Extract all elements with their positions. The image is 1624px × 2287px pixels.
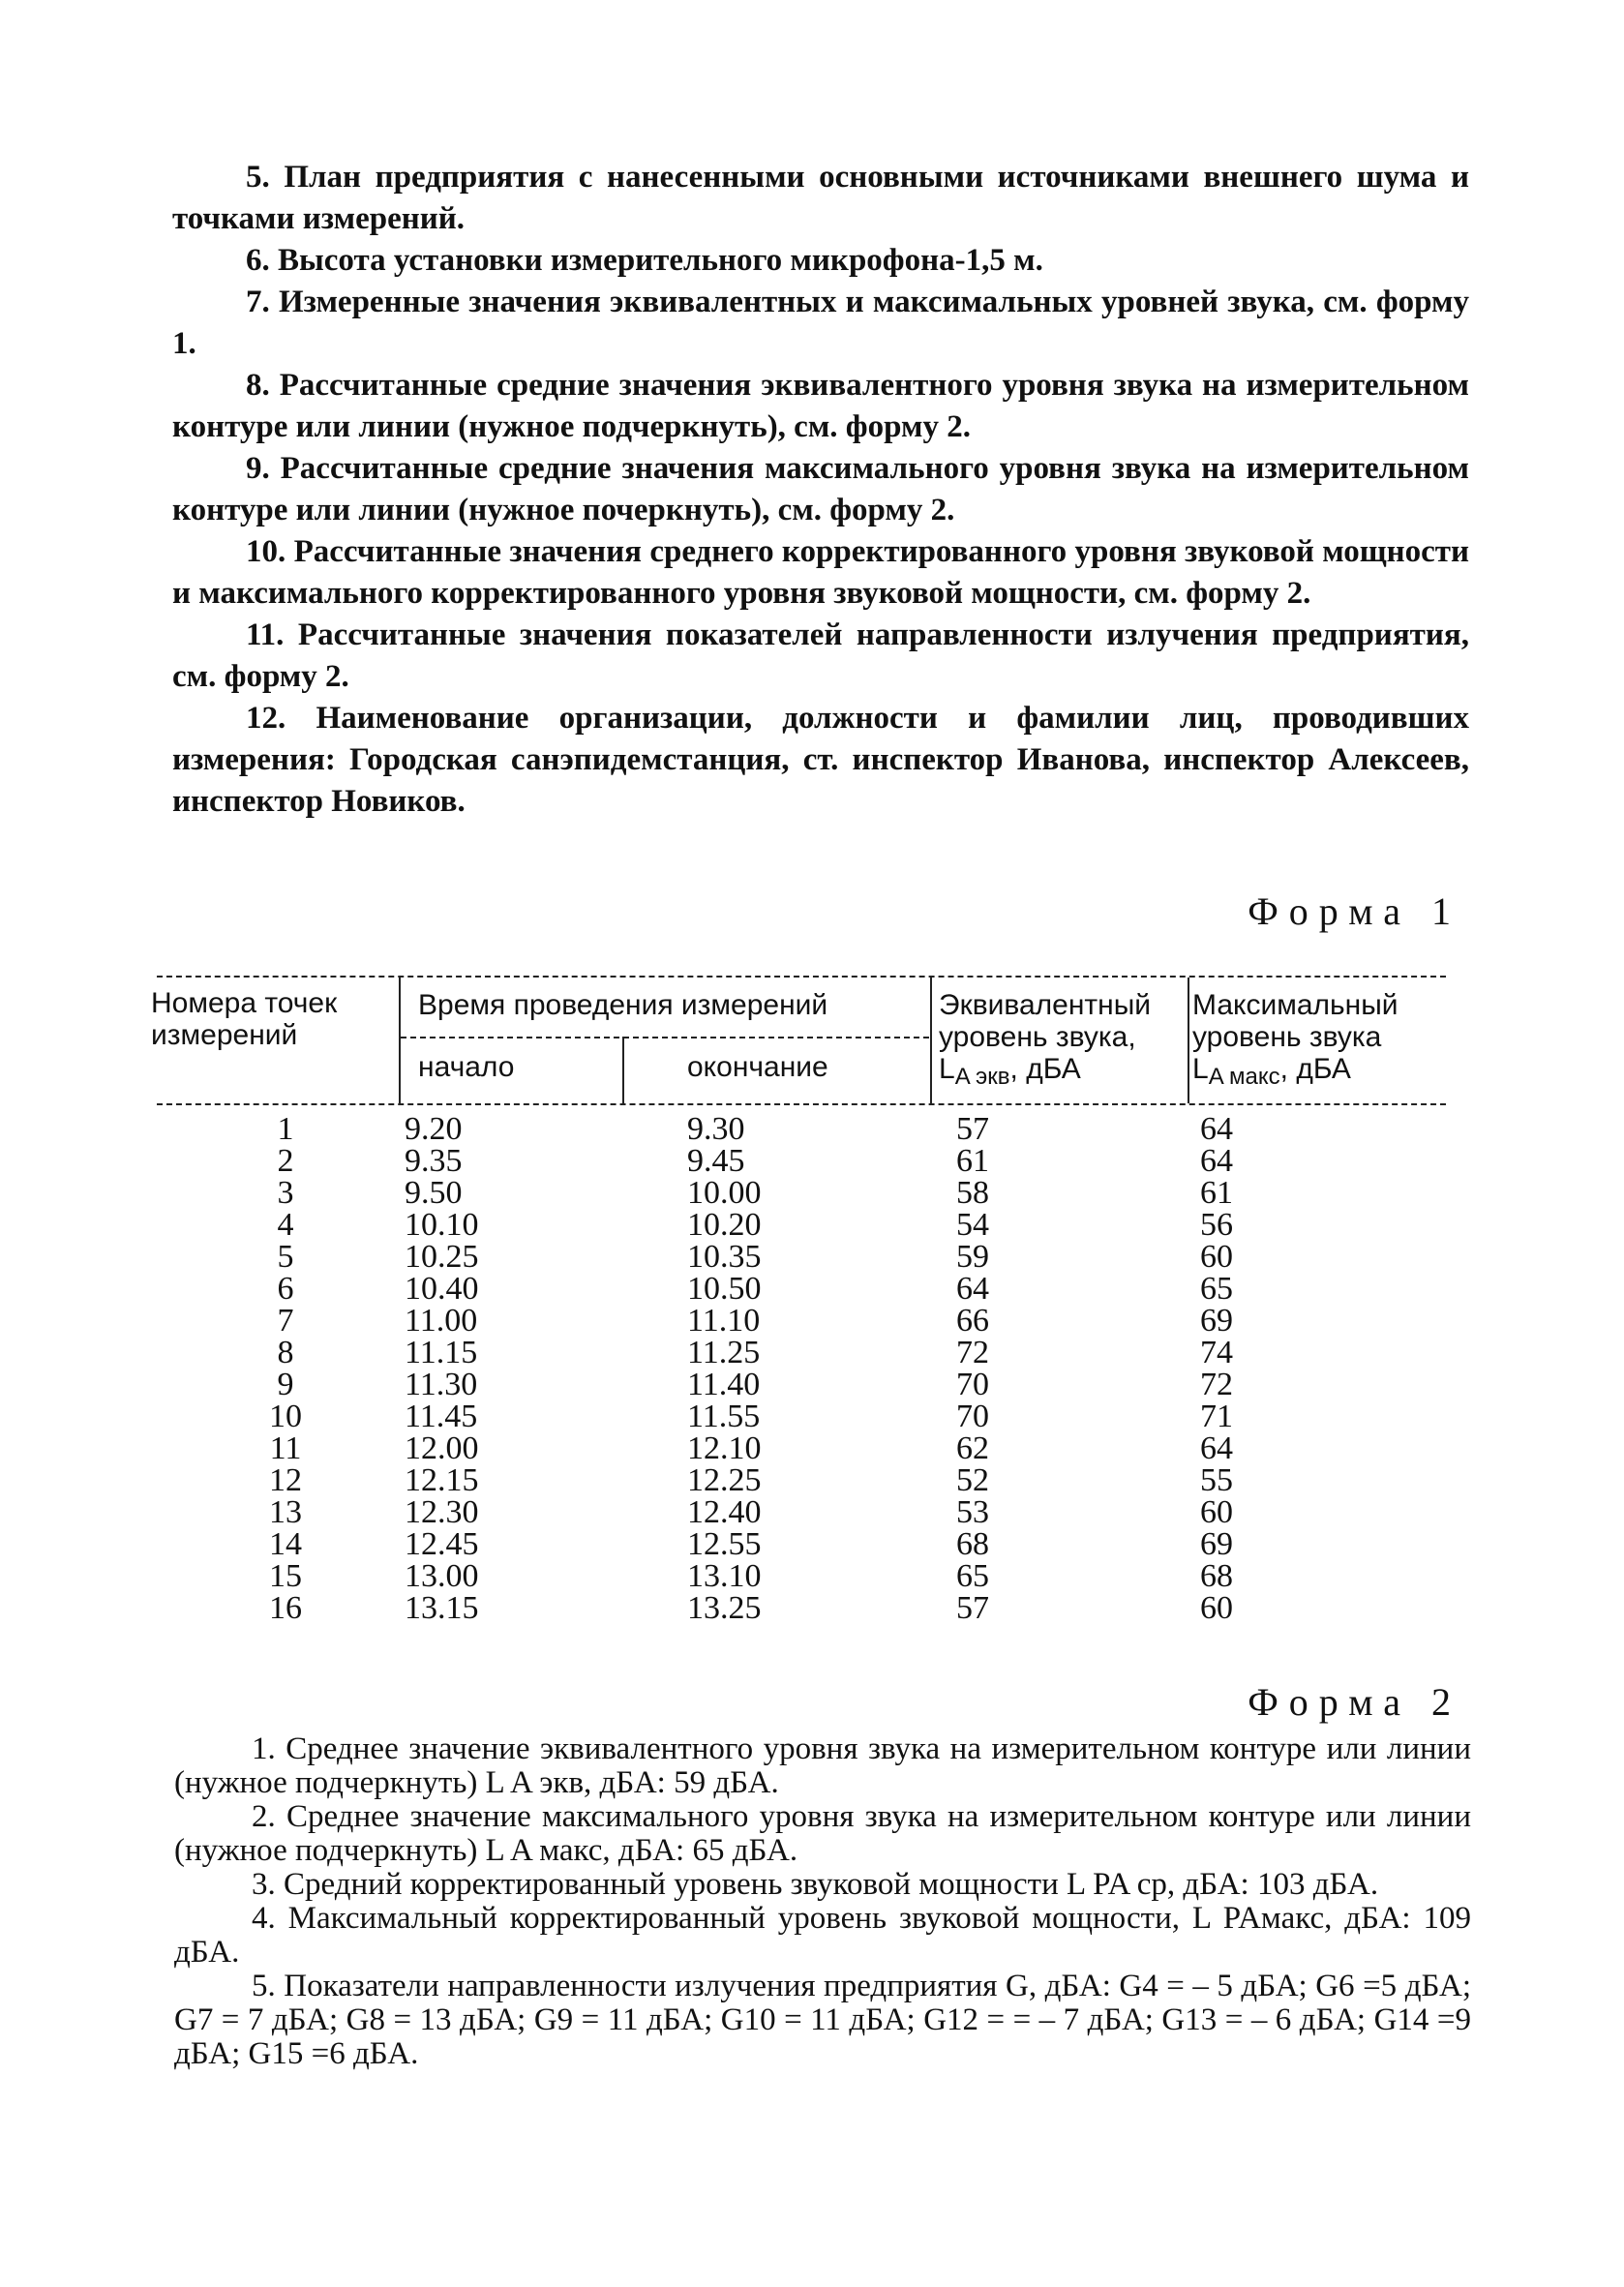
table-cell: 11.30 [405, 1367, 478, 1402]
table-divider-4 [1188, 978, 1189, 1103]
table-cell: 9 [277, 1367, 294, 1402]
intro-item-9: 9. Рассчитанные средние значения максимального уровня звука на измерительном контуре или линии (нужное почеркнуть), см. форму 2. [172, 451, 1469, 527]
form2-item-5: 5. Показатели направленности излучения предприятия G, дБА: G4 = – 5 дБА; G6 =5 дБА; G7 = 7 дБА; G8 = 13 дБА; G9 = 11 дБА; G10 = 11 дБА; G12 = = – 7 дБА; G13 = – 6 дБА; G14 =9 дБА; G15 =6 дБА. [174, 1969, 1471, 2071]
table-cell: 61 [956, 1143, 989, 1179]
header-start: начало [418, 1051, 515, 1083]
column-end-time [687, 1113, 762, 1624]
table-cell: 60 [1200, 1239, 1233, 1275]
header-time: Время проведения измерений [418, 989, 828, 1021]
table-cell: 10 [269, 1399, 302, 1434]
table-cell: 53 [956, 1494, 989, 1530]
table-cell: 72 [956, 1335, 989, 1370]
table-cell: 65 [1200, 1271, 1233, 1307]
table-cell: 70 [956, 1399, 989, 1434]
column-equivalent-level [956, 1113, 989, 1624]
form2-list [174, 1732, 1471, 2071]
table-cell: 11.10 [687, 1303, 761, 1339]
table-cell: 12 [269, 1462, 302, 1498]
table-cell: 9.20 [405, 1111, 463, 1147]
table-cell: 68 [956, 1526, 989, 1562]
table-cell: 4 [277, 1207, 294, 1243]
table-cell: 64 [1200, 1430, 1233, 1466]
table-top-rule [157, 976, 1446, 978]
table-cell: 10.35 [687, 1239, 762, 1275]
table-cell: 14 [269, 1526, 302, 1562]
table-cell: 6 [277, 1271, 294, 1307]
table-cell: 61 [1200, 1175, 1233, 1211]
header-maximum: Максимальный уровень звука $L_{A макс}$, дБА [1192, 989, 1398, 1090]
table-divider-2 [622, 1037, 624, 1103]
table-cell: 54 [956, 1207, 989, 1243]
intro-item-6: 6. Высота установки измерительного микрофона-1,5 м. [246, 243, 1043, 278]
table-cell: 13.15 [405, 1590, 479, 1626]
column-maximum-level [1200, 1113, 1233, 1624]
form2-title: Форма 2 [1248, 1680, 1461, 1724]
table-cell: 10.40 [405, 1271, 479, 1307]
header-points: Номера точек измерений [151, 987, 338, 1051]
intro-item-11: 11. Рассчитанные значения показателей направленности излучения предприятия, см. форму 2. [172, 617, 1469, 694]
header-end: окончание [687, 1051, 828, 1083]
table-cell: 57 [956, 1111, 989, 1147]
table-cell: 10.20 [687, 1207, 762, 1243]
table-cell: 11.25 [687, 1335, 761, 1370]
table-cell: 9.30 [687, 1111, 745, 1147]
form2-item-1: 1. Среднее значение эквивалентного уровня звука на измерительном контуре или линии (нужное подчеркнуть) L A экв, дБА: 59 дБА. [174, 1731, 1471, 1800]
intro-item-5: 5. План предприятия с нанесенными основными источниками внешнего шума и точками измерений. [172, 160, 1469, 236]
table-cell: 12.10 [687, 1430, 762, 1466]
table-cell: 10.10 [405, 1207, 479, 1243]
table-cell: 1 [277, 1111, 294, 1147]
table-cell: 71 [1200, 1399, 1233, 1434]
table-cell: 13.25 [687, 1590, 762, 1626]
table-cell: 7 [277, 1303, 294, 1339]
table-cell: 3 [277, 1175, 294, 1211]
table-cell: 68 [1200, 1558, 1233, 1594]
table-cell: 9.35 [405, 1143, 463, 1179]
table-cell: 57 [956, 1590, 989, 1626]
table-cell: 11.15 [405, 1335, 478, 1370]
table-cell: 12.00 [405, 1430, 479, 1466]
intro-item-10: 10. Рассчитанные значения среднего корректированного уровня звуковой мощности и максимального корректированного уровня звуковой мощности, см. форму 2. [172, 534, 1469, 611]
table-cell: 10.50 [687, 1271, 762, 1307]
form2-item-2: 2. Среднее значение максимального уровня звука на измерительном контуре или линии (нужное подчеркнуть) L A макс, дБА: 65 дБА. [174, 1799, 1471, 1868]
table-cell: 62 [956, 1430, 989, 1466]
table-cell: 55 [1200, 1462, 1233, 1498]
table-cell: 8 [277, 1335, 294, 1370]
table-cell: 2 [277, 1143, 294, 1179]
table-cell: 12.55 [687, 1526, 762, 1562]
table-cell: 13.10 [687, 1558, 762, 1594]
table-cell: 65 [956, 1558, 989, 1594]
intro-list [172, 157, 1469, 823]
table-cell: 15 [269, 1558, 302, 1594]
table-cell: 66 [956, 1303, 989, 1339]
table-header-rule [157, 1103, 1446, 1105]
table-cell: 12.40 [687, 1494, 762, 1530]
table-cell: 11.55 [687, 1399, 761, 1434]
table-cell: 74 [1200, 1335, 1233, 1370]
intro-item-12: 12. Наименование организации, должности и фамилии лиц, проводивших измерения: Городская санэпидемстанция, ст. инспектор Иванова, инспектор Алексеев, инспектор Новиков. [172, 701, 1469, 819]
table-cell: 60 [1200, 1590, 1233, 1626]
table-cell: 12.45 [405, 1526, 479, 1562]
table-cell: 16 [269, 1590, 302, 1626]
table-cell: 12.15 [405, 1462, 479, 1498]
table-cell: 69 [1200, 1303, 1233, 1339]
table-cell: 13 [269, 1494, 302, 1530]
form1-title: Форма 1 [1248, 889, 1461, 933]
intro-item-7: 7. Измеренные значения эквивалентных и максимальных уровней звука, см. форму 1. [172, 285, 1469, 361]
table-cell: 70 [956, 1367, 989, 1402]
table-cell: 12.30 [405, 1494, 479, 1530]
table-cell: 13.00 [405, 1558, 479, 1594]
table-cell: 58 [956, 1175, 989, 1211]
table-cell: 11.40 [687, 1367, 761, 1402]
table-cell: 64 [1200, 1143, 1233, 1179]
table-cell: 72 [1200, 1367, 1233, 1402]
table-cell: 10.25 [405, 1239, 479, 1275]
table-cell: 11.00 [405, 1303, 478, 1339]
form2-item-3: 3. Средний корректированный уровень звуковой мощности L PA ср, дБА: 103 дБА. [252, 1867, 1379, 1902]
table-cell: 60 [1200, 1494, 1233, 1530]
table-divider-3 [930, 978, 932, 1103]
table-divider-1 [399, 978, 401, 1103]
column-start-time [405, 1113, 479, 1624]
intro-item-8: 8. Рассчитанные средние значения эквивалентного уровня звука на измерительном контуре или линии (нужное подчеркнуть), см. форму 2. [172, 368, 1469, 444]
table-cell: 56 [1200, 1207, 1233, 1243]
table-time-subrule [401, 1037, 929, 1038]
table-cell: 10.00 [687, 1175, 762, 1211]
form2-item-4: 4. Максимальный корректированный уровень звуковой мощности, L PAмакс, дБА: 109 дБА. [174, 1901, 1472, 1970]
table-cell: 11.45 [405, 1399, 478, 1434]
table-cell: 9.45 [687, 1143, 745, 1179]
table-cell: 11 [269, 1430, 302, 1466]
table-cell: 12.25 [687, 1462, 762, 1498]
table-cell: 59 [956, 1239, 989, 1275]
table-cell: 52 [956, 1462, 989, 1498]
table-cell: 9.50 [405, 1175, 463, 1211]
table-cell: 64 [1200, 1111, 1233, 1147]
header-equivalent: Эквивалентный уровень звука, $L_{A экв}$, дБА [939, 989, 1152, 1090]
column-point-numbers [242, 1113, 329, 1624]
table-cell: 69 [1200, 1526, 1233, 1562]
table-cell: 64 [956, 1271, 989, 1307]
table-cell: 5 [277, 1239, 294, 1275]
